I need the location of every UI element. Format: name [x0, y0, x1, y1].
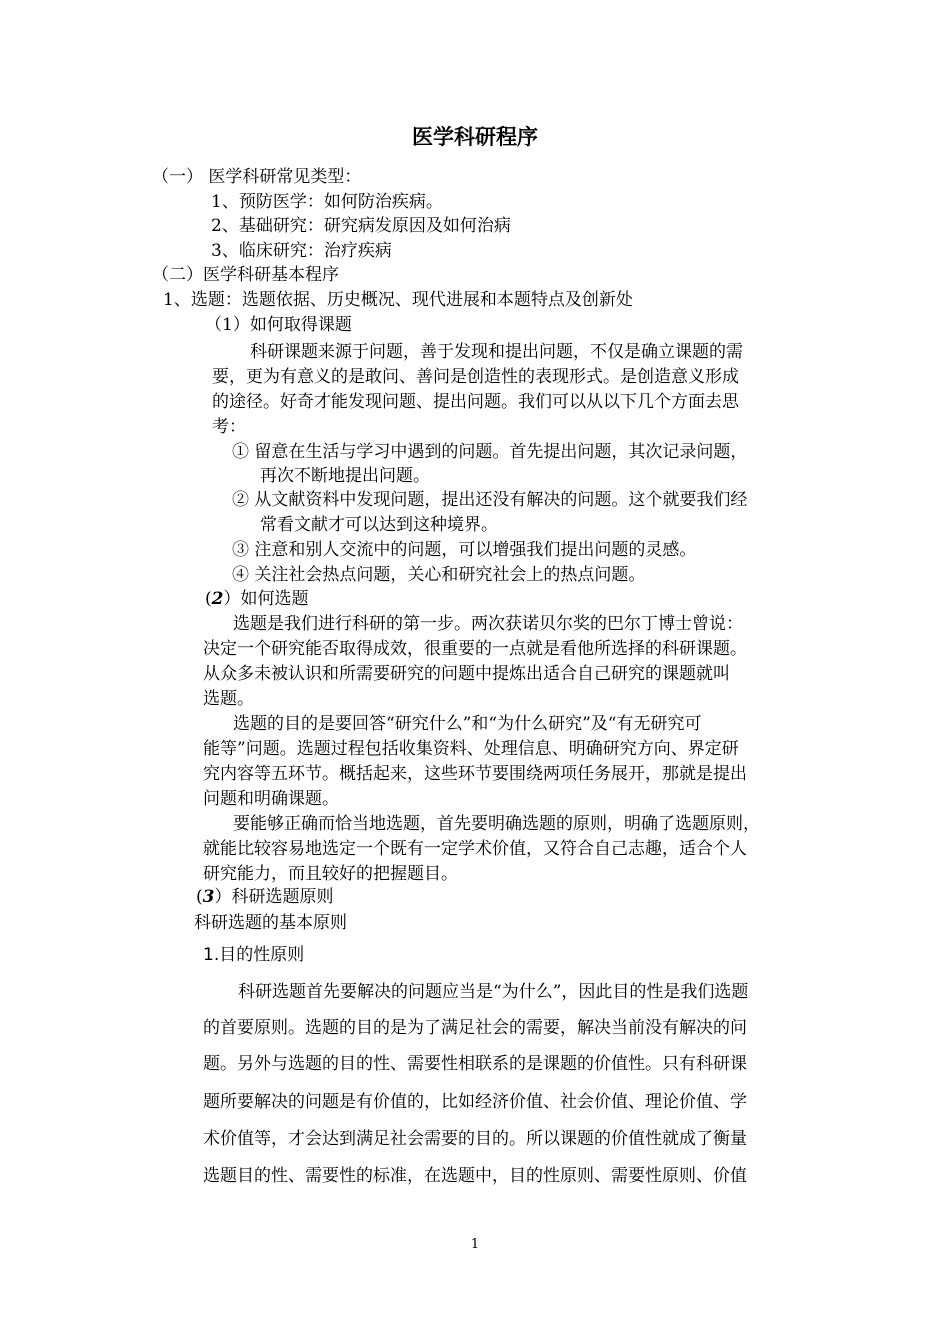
list-item: ② 从文献资料中发现问题，提出还没有解决的问题。这个就要我们经	[232, 490, 748, 510]
subsection-2-heading: (2）如何选题	[205, 589, 309, 609]
paragraph-line: 选题目的性、需要性的标准，在选题中，目的性原则、需要性原则、价值	[203, 1166, 747, 1186]
page-title: 医学科研程序	[412, 125, 538, 149]
subsection-1-heading: （1）如何取得课题	[205, 315, 352, 335]
subsection-number: 3	[202, 887, 215, 907]
subsection-number: 2	[211, 589, 224, 609]
paragraph-line: 科研课题来源于问题，善于发现和提出问题，不仅是确立课题的需	[250, 342, 743, 362]
paragraph-line: 就能比较容易地选定一个既有一定学术价值，又符合自己志趣，适合个人	[203, 839, 747, 859]
paragraph-line: 的首要原则。选题的目的是为了满足社会的需要，解决当前没有解决的问	[203, 1018, 747, 1038]
paragraph-line: 要能够正确而恰当地选题，首先要明确选题的原则，明确了选题原则，	[233, 814, 760, 834]
paragraph-line: 究内容等五环节。概括起来，这些环节要围绕两项任务展开，那就是提出	[203, 764, 747, 784]
list-item: ③ 注意和别人交流中的问题，可以增强我们提出问题的灵感。	[232, 540, 697, 560]
section-1-heading: （一） 医学科研常见类型：	[152, 167, 362, 187]
step-1-heading: 1、选题：选题依据、历史概况、现代进展和本题特点及创新处	[163, 290, 633, 310]
principle-heading: 1.目的性原则	[203, 945, 305, 965]
list-item-continuation: 再次不断地提出问题。	[260, 466, 430, 486]
subsection-title: ）如何选题	[223, 589, 309, 609]
subsection-3-heading: (3）科研选题原则	[196, 887, 334, 907]
paragraph-line: 能等”问题。选题过程包括收集资料、处理信息、明确研究方向、界定研	[203, 739, 739, 759]
paragraph-line: 选题是我们进行科研的第一步。两次获诺贝尔奖的巴尔丁博士曾说：	[233, 614, 743, 634]
paragraph-line: 考：	[212, 417, 246, 437]
paragraph-line: 科研选题首先要解决的问题应当是“为什么”，因此目的性是我们选题	[238, 982, 749, 1002]
paragraph-line: 题。另外与选题的目的性、需要性相联系的是课题的价值性。只有科研课	[203, 1054, 747, 1074]
paragraph-line: 选题的目的是要回答“研究什么”和“为什么研究”及“有无研究可	[233, 714, 702, 734]
subheading: 科研选题的基本原则	[194, 913, 347, 933]
paragraph-line: 题所要解决的问题是有价值的，比如经济价值、社会价值、理论价值、学	[203, 1092, 747, 1112]
list-item: 1、预防医学：如何防治疾病。	[211, 192, 443, 212]
paragraph-line: 术价值等，才会达到满足社会需要的目的。所以课题的价值性就成了衡量	[203, 1129, 747, 1149]
list-item: 2、基础研究：研究病发原因及如何治病	[211, 216, 511, 236]
paragraph-line: 问题和明确课题。	[203, 789, 339, 809]
list-item: ① 留意在生活与学习中遇到的问题。首先提出问题，其次记录问题，	[232, 442, 748, 462]
paragraph-line: 要，更为有意义的是敢问、善问是创造性的表现形式。是创造意义形成	[212, 367, 739, 387]
paragraph-line: 决定一个研究能否取得成效，很重要的一点就是看他所选择的科研课题。	[203, 639, 747, 659]
paragraph-line: 的途径。好奇才能发现问题、提出问题。我们可以从以下几个方面去思	[212, 392, 739, 412]
paragraph-line: 选题。	[203, 689, 254, 709]
section-2-heading: （二）医学科研基本程序	[152, 265, 339, 285]
paragraph-line: 从众多未被认识和所需要研究的问题中提炼出适合自己研究的课题就叫	[203, 664, 730, 684]
paragraph-line: 研究能力，而且较好的把握题目。	[203, 864, 458, 884]
subsection-title: ）科研选题原则	[214, 887, 334, 907]
list-item: ④ 关注社会热点问题，关心和研究社会上的热点问题。	[232, 565, 646, 585]
page-number: 1	[470, 1237, 480, 1252]
list-item: 3、临床研究：治疗疾病	[211, 241, 392, 261]
list-item-continuation: 常看文献才可以达到这种境界。	[260, 515, 498, 535]
